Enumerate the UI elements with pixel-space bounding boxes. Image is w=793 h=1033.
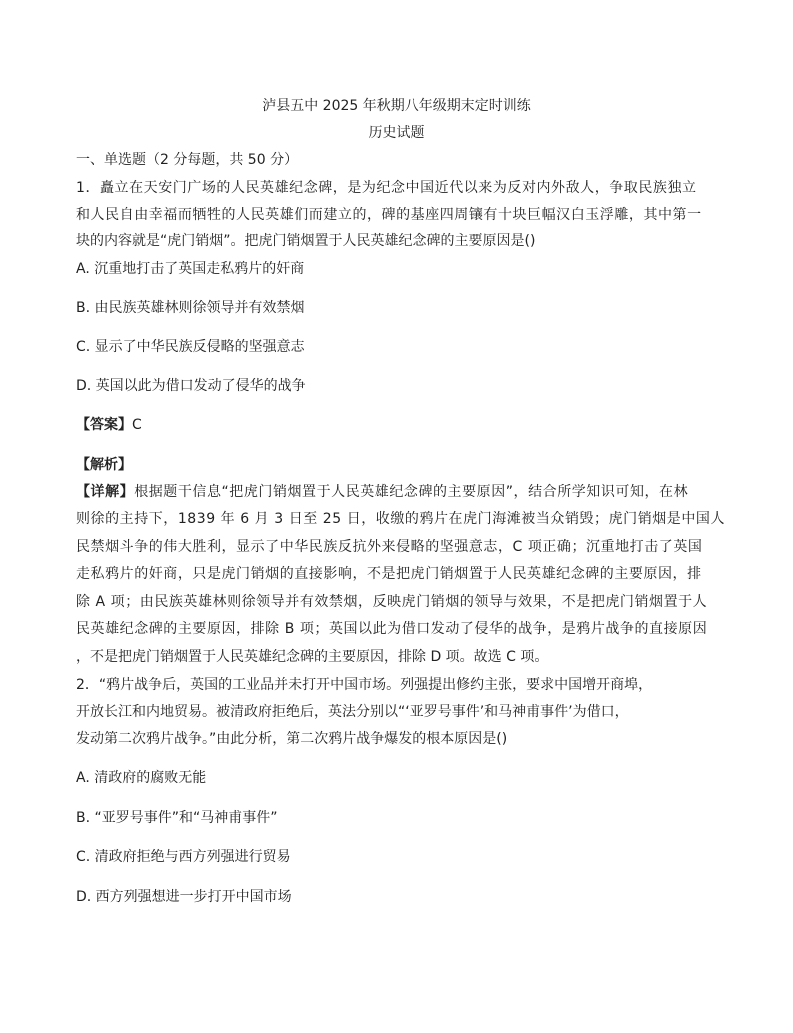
q1-stem-line-1: 1．矗立在天安门广场的人民英雄纪念碑，是为纪念中国近代以来为反对内外敌人，争取民族独立 bbox=[76, 180, 697, 196]
q2-option-d: D. 西方列强想进一步打开中国市场 bbox=[76, 889, 292, 905]
q1-detail-line-2: 则徐的主持下，1839 年 6 月 3 日至 25 日，收缴的鸦片在虎门海滩被当众销毁；虎门销烟是中国人 bbox=[76, 511, 726, 527]
q1-stem-line-3: 块的内容就是“虎门销烟”。把虎门销烟置于人民英雄纪念碑的主要原因是() bbox=[76, 233, 536, 249]
detail-text-1: 根据题干信息“把虎门销烟置于人民英雄纪念碑的主要原因”，结合所学知识可知，在林 bbox=[134, 484, 689, 500]
q1-option-c: C. 显示了中华民族反侵略的坚强意志 bbox=[76, 339, 305, 355]
answer-value: C bbox=[132, 417, 142, 433]
section-heading: 一、单选题（2 分每题，共 50 分） bbox=[76, 152, 299, 168]
q1-detail-line-7: ，不是把虎门销烟置于人民英雄纪念碑的主要原因，排除 D 项。故选 C 项。 bbox=[76, 649, 549, 665]
q1-detail-line-6: 民英雄纪念碑的主要原因，排除 B 项；英国以此为借口发动了侵华的战争，是鸦片战争的直接原因 bbox=[76, 621, 708, 637]
q1-detail-line-4: 走私鸦片的奸商，只是虎门销烟的直接影响，不是把虎门销烟置于人民英雄纪念碑的主要原因，排 bbox=[76, 566, 702, 582]
q2-option-a: A. 清政府的腐败无能 bbox=[76, 770, 207, 786]
q2-option-c: C. 清政府拒绝与西方列强进行贸易 bbox=[76, 849, 291, 865]
q1-option-a: A. 沉重地打击了英国走私鸦片的奸商 bbox=[76, 261, 305, 277]
detail-tag: 【详解】 bbox=[76, 484, 135, 500]
exam-subtitle: 历史试题 bbox=[368, 125, 425, 141]
q1-detail-line-3: 民禁烟斗争的伟大胜利，显示了中华民族反抗外来侵略的坚强意志，C 项正确；沉重地打击了英国 bbox=[76, 539, 703, 555]
q2-stem-line-3: 发动第二次鸦片战争。”由此分析，第二次鸦片战争爆发的根本原因是() bbox=[76, 731, 508, 747]
q2-option-b: B. “亚罗号事件”和“马神甫事件” bbox=[76, 810, 278, 826]
q1-option-d: D. 英国以此为借口发动了侵华的战争 bbox=[76, 378, 306, 394]
q1-detail-line-5: 除 A 项；由民族英雄林则徐领导并有效禁烟，反映虎门销烟的领导与效果，不是把虎门销烟置于人 bbox=[76, 594, 708, 610]
q1-option-b: B. 由民族英雄林则徐领导并有效禁烟 bbox=[76, 300, 305, 316]
q1-detail-line-1 bbox=[76, 482, 688, 502]
q1-answer bbox=[76, 415, 142, 435]
answer-tag: 【答案】 bbox=[76, 417, 132, 433]
analysis-tag: 【解析】 bbox=[76, 457, 132, 473]
q1-stem-line-2: 和人民自由幸福而牺牲的人民英雄们而建立的，碑的基座四周镶有十块巨幅汉白玉浮雕，其中第一 bbox=[76, 207, 702, 223]
q2-stem-line-1: 2．“鸦片战争后，英国的工业品并未打开中国市场。列强提出修约主张，要求中国增开商埠， bbox=[76, 677, 653, 693]
q2-stem-line-2: 开放长江和内地贸易。被清政府拒绝后，英法分别以“‘亚罗号事件’和马神甫事件’为借口， bbox=[76, 704, 629, 720]
exam-title: 泸县五中 2025 年秋期八年级期末定时训练 bbox=[262, 98, 531, 114]
